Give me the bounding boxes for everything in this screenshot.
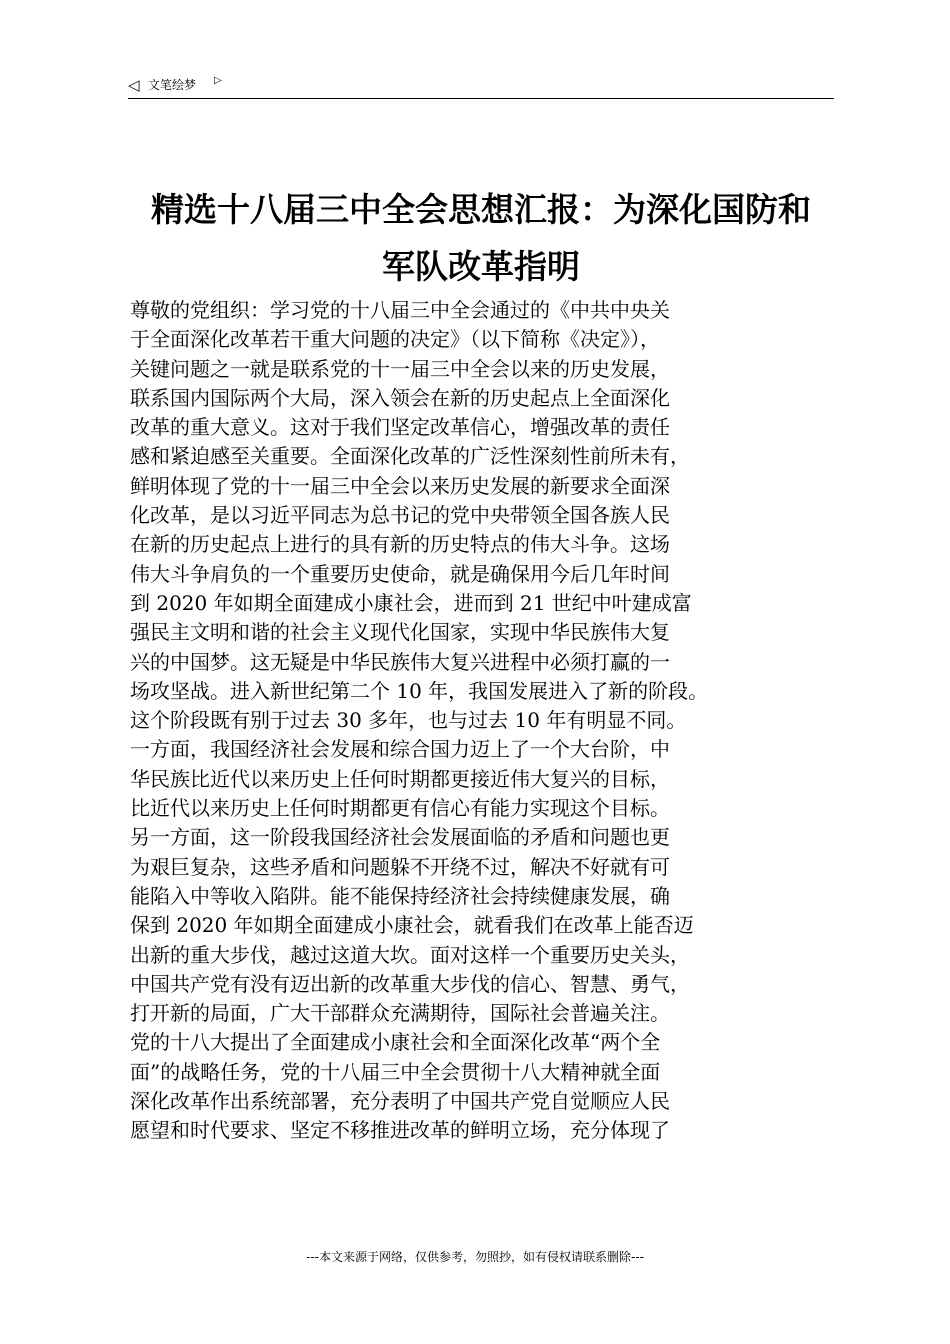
left-triangle-icon: ◁ <box>128 76 140 94</box>
body-line: 这个阶段既有别于过去 30 多年，也与过去 10 年有明显不同。 <box>130 708 687 733</box>
body-line: 党的十八大提出了全面建成小康社会和全面深化改革“两个全 <box>130 1030 661 1055</box>
body-line: 联系国内国际两个大局，深入领会在新的历史起点上全面深化 <box>130 385 670 410</box>
body-line: 场攻坚战。进入新世纪第二个 10 年，我国发展进入了新的阶段。 <box>130 678 709 703</box>
header-brand-text: 文笔绘梦 <box>148 78 197 92</box>
body-line: 化改革，是以习近平同志为总书记的党中央带领全国各族人民 <box>130 503 670 528</box>
body-line: 打开新的局面，广大干部群众充满期待，国际社会普遍关注。 <box>130 1001 670 1026</box>
body-line: 一方面，我国经济社会发展和综合国力迈上了一个大台阶，中 <box>130 737 670 762</box>
body-line: 深化改革作出系统部署，充分表明了中国共产党自觉顺应人民 <box>130 1089 670 1114</box>
body-line: 另一方面，这一阶段我国经济社会发展面临的矛盾和问题也更 <box>130 825 670 850</box>
title-line: 精选十八届三中全会思想汇报：为深化国防和 <box>151 190 811 229</box>
body-line: 华民族比近代以来历史上任何时期都更接近伟大复兴的目标， <box>130 766 670 791</box>
body-line: 伟大斗争肩负的一个重要历史使命，就是确保用今后几年时间 <box>130 561 670 586</box>
page-header <box>128 74 834 99</box>
body-line: 鲜明体现了党的十一届三中全会以来历史发展的新要求全面深 <box>130 473 670 498</box>
document-title <box>128 181 834 295</box>
body-line: 尊敬的党组织：学习党的十八届三中全会通过的《中共中央关 <box>130 298 670 322</box>
body-line: 兴的中国梦。这无疑是中华民族伟大复兴进程中必须打赢的一 <box>130 649 670 674</box>
body-line: 于全面深化改革若干重大问题的决定》（以下简称《决定》）， <box>130 327 660 352</box>
body-line: 比近代以来历史上任何时期都更有信心有能力实现这个目标。 <box>130 796 670 821</box>
body-line: 面”的战略任务，党的十八届三中全会贯彻十八大精神就全面 <box>130 1059 661 1084</box>
body-line: 愿望和时代要求、坚定不移推进改革的鲜明立场，充分体现了 <box>130 1118 670 1143</box>
body-line: 中国共产党有没有迈出新的改革重大步伐的信心、智慧、勇气， <box>130 971 690 996</box>
page-footer: ---本文来源于网络，仅供参考，勿照抄，如有侵权请联系删除--- <box>306 1250 644 1264</box>
body-line: 强民主文明和谐的社会主义现代化国家，实现中华民族伟大复 <box>130 620 670 645</box>
body-line: 改革的重大意义。这对于我们坚定改革信心，增强改革的责任 <box>130 415 670 440</box>
body-line: 感和紧迫感至关重要。全面深化改革的广泛性深刻性前所未有， <box>130 444 690 469</box>
title-line: 军队改革指明 <box>382 247 580 286</box>
body-line: 保到 2020 年如期全面建成小康社会，就看我们在改革上能否迈 <box>130 913 694 938</box>
right-triangle-icon: ▷ <box>214 75 222 86</box>
body-line: 出新的重大步伐，越过这道大坎。面对这样一个重要历史关头， <box>130 942 690 967</box>
body-line: 到 2020 年如期全面建成小康社会，进而到 21 世纪中叶建成富 <box>130 590 692 615</box>
body-line: 在新的历史起点上进行的具有新的历史特点的伟大斗争。这场 <box>130 532 670 557</box>
body-line: 关键问题之一就是联系党的十一届三中全会以来的历史发展， <box>130 356 670 381</box>
body-line: 能陷入中等收入陷阱。能不能保持经济社会持续健康发展，确 <box>130 883 670 908</box>
document-body <box>130 296 832 1146</box>
body-line: 为艰巨复杂，这些矛盾和问题躲不开绕不过，解决不好就有可 <box>130 854 670 879</box>
